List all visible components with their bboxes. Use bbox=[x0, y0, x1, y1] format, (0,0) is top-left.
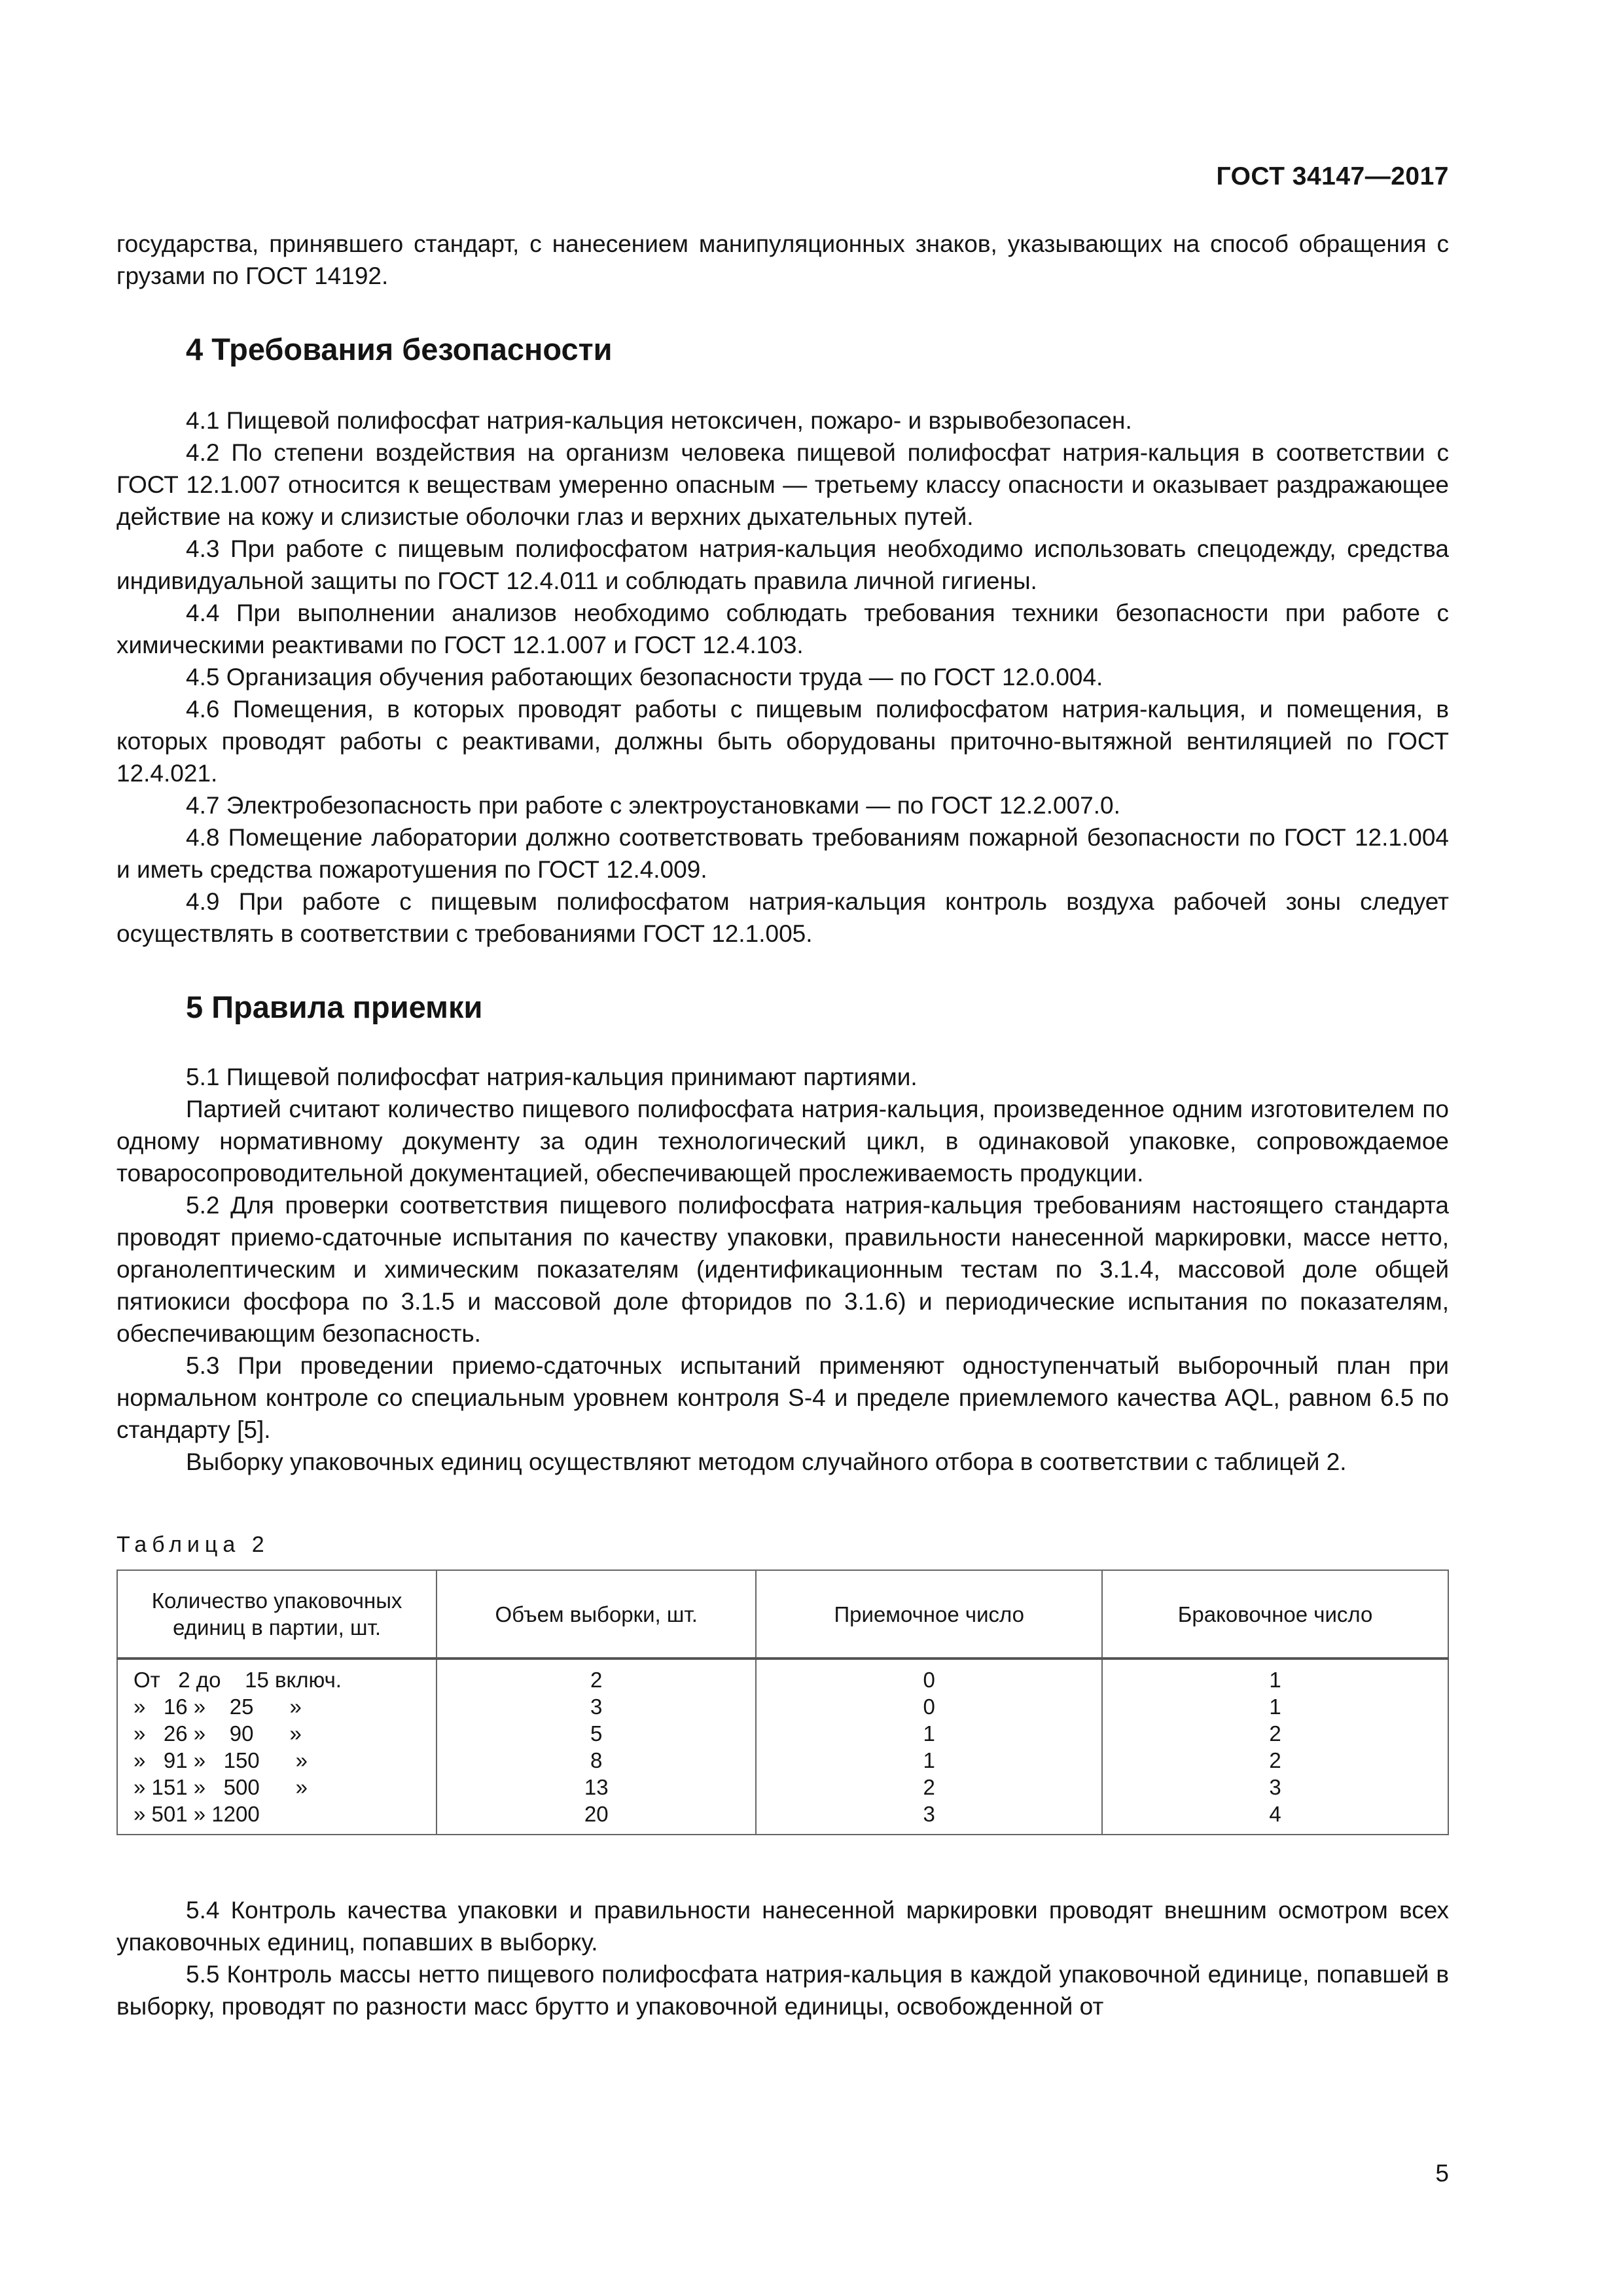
paragraph-5-4: 5.4 Контроль качества упаковки и правильности нанесенной маркировки проводят внешним осмотром всех упаковочных единиц, попавших в выборку. bbox=[116, 1897, 1449, 1956]
page-number: 5 bbox=[1435, 2160, 1449, 2187]
header-rejection-number: Браковочное число bbox=[1102, 1570, 1448, 1659]
table-row bbox=[117, 1747, 1448, 1774]
section-4-body bbox=[116, 404, 1449, 950]
paragraph-4-8: 4.8 Помещение лаборатории должно соответствовать требованиям пожарной безопасности по ГОСТ 12.1.004 и иметь средства пожаротушения по ГОСТ 12.4.009. bbox=[116, 824, 1449, 883]
paragraph-5-1: 5.1 Пищевой полифосфат натрия-кальция принимают партиями. bbox=[186, 1064, 918, 1090]
rejection-number-cell: 4 bbox=[1102, 1801, 1448, 1835]
header-sample-size: Объем выборки, шт. bbox=[437, 1570, 756, 1659]
rejection-number-cell: 1 bbox=[1102, 1659, 1448, 1693]
section-5-body bbox=[116, 1061, 1449, 1478]
page-content bbox=[116, 228, 1449, 2022]
paragraph-4-9: 4.9 При работе с пищевым полифосфатом натрия-кальция контроль воздуха рабочей зоны следует осуществлять в соответствии с требованиями ГОСТ 12.1.005. bbox=[116, 888, 1449, 947]
paragraph-4-4: 4.4 При выполнении анализов необходимо соблюдать требования техники безопасности при работе с химическими реактивами по ГОСТ 12.1.007 и ГОСТ 12.4.103. bbox=[116, 600, 1449, 658]
rejection-number-cell: 1 bbox=[1102, 1693, 1448, 1720]
table-2-caption: Таблица 2 bbox=[116, 1532, 270, 1557]
paragraph-5-5: 5.5 Контроль массы нетто пищевого полифосфата натрия-кальция в каждой упаковочной единице, попавшей в выборку, проводят по разности масс брутто и упаковочной единицы, освобожденной от bbox=[116, 1961, 1449, 2020]
sample-size-cell: 8 bbox=[437, 1747, 756, 1774]
paragraph-4-5: 4.5 Организация обучения работающих безопасности труда — по ГОСТ 12.0.004. bbox=[186, 664, 1103, 691]
rejection-number-cell: 2 bbox=[1102, 1720, 1448, 1747]
sample-size-cell: 5 bbox=[437, 1720, 756, 1747]
rejection-number-cell: 3 bbox=[1102, 1774, 1448, 1801]
paragraph-4-2: 4.2 По степени воздействия на организм человека пищевой полифосфат натрия-кальция в соответствии с ГОСТ 12.1.007 относится к веществам умеренно опасным — третьему классу опасности и оказывает раздражающее действие на кожу и слизистые оболочки глаз и верхних дыхательных путей. bbox=[116, 439, 1449, 530]
table-2 bbox=[116, 1570, 1449, 1835]
lot-size-cell: » 16 » 25 » bbox=[117, 1693, 437, 1720]
document-id-header: ГОСТ 34147—2017 bbox=[1216, 162, 1449, 190]
table-row bbox=[117, 1693, 1448, 1720]
paragraph-lot-definition: Партией считают количество пищевого полифосфата натрия-кальция, произведенное одним изготовителем по одному нормативному документу за один технологический цикл, в одинаковой упаковке, сопровождаемое товаросопроводительной документацией, обеспечивающей прослеживаемость продукции. bbox=[116, 1096, 1449, 1187]
section-5-heading: 5 Правила приемки bbox=[186, 990, 483, 1024]
header-lot-size: Количество упаковочных единиц в партии, шт. bbox=[117, 1570, 437, 1659]
table-header-row bbox=[117, 1570, 1448, 1659]
lot-size-cell: » 151 » 500 » bbox=[117, 1774, 437, 1801]
paragraph-4-7: 4.7 Электробезопасность при работе с электроустановками — по ГОСТ 12.2.007.0. bbox=[186, 792, 1120, 819]
lot-size-cell: » 26 » 90 » bbox=[117, 1720, 437, 1747]
paragraph-4-6: 4.6 Помещения, в которых проводят работы с пищевым полифосфатом натрия-кальция, и помещения, в которых проводят работы с реактивами, должны быть оборудованы приточно-вытяжной вентиляцией по ГОСТ 12.4.021. bbox=[116, 696, 1449, 787]
rejection-number-cell: 2 bbox=[1102, 1747, 1448, 1774]
sample-size-cell: 3 bbox=[437, 1693, 756, 1720]
sample-size-cell: 20 bbox=[437, 1801, 756, 1835]
sample-size-cell: 2 bbox=[437, 1659, 756, 1693]
paragraph-5-3: 5.3 При проведении приемо-сдаточных испытаний применяют одноступенчатый выборочный план при нормальном контроле со специальным уровнем контроля S-4 и пределе приемлемого качества AQL, равном 6.5 по стандарту [5]. bbox=[116, 1352, 1449, 1443]
table-row bbox=[117, 1801, 1448, 1835]
acceptance-number-cell: 3 bbox=[756, 1801, 1102, 1835]
paragraph-5-2: 5.2 Для проверки соответствия пищевого полифосфата натрия-кальция требованиям настоящего стандарта проводят приемо-сдаточные испытания по качеству упаковки, правильности нанесенной маркировки, массе нетто, органолептическим и химическим показателям (идентификационным тестам по 3.1.4, массовой доле общей пятиокиси фосфора по 3.1.5 и массовой доле фторидов по 3.1.6) и периодические испытания по показателям, обеспечивающим безопасность. bbox=[116, 1192, 1449, 1347]
paragraph-4-3: 4.3 При работе с пищевым полифосфатом натрия-кальция необходимо использовать спецодежду, средства индивидуальной защиты по ГОСТ 12.4.011 и соблюдать правила личной гигиены. bbox=[116, 535, 1449, 594]
acceptance-number-cell: 0 bbox=[756, 1659, 1102, 1693]
post-table-body bbox=[116, 1894, 1449, 2022]
sample-size-cell: 13 bbox=[437, 1774, 756, 1801]
paragraph-sampling: Выборку упаковочных единиц осуществляют методом случайного отбора в соответствии с таблицей 2. bbox=[186, 1448, 1347, 1475]
table-row bbox=[117, 1720, 1448, 1747]
acceptance-number-cell: 1 bbox=[756, 1720, 1102, 1747]
lot-size-cell: » 91 » 150 » bbox=[117, 1747, 437, 1774]
table-row bbox=[117, 1659, 1448, 1693]
lot-size-cell: » 501 » 1200 bbox=[117, 1801, 437, 1835]
header-acceptance-number: Приемочное число bbox=[756, 1570, 1102, 1659]
acceptance-number-cell: 0 bbox=[756, 1693, 1102, 1720]
lot-size-cell: От 2 до 15 включ. bbox=[117, 1659, 437, 1693]
acceptance-number-cell: 1 bbox=[756, 1747, 1102, 1774]
section-4-heading: 4 Требования безопасности bbox=[186, 332, 613, 367]
continuation-paragraph: государства, принявшего стандарт, с нанесением манипуляционных знаков, указывающих на способ обращения с грузами по ГОСТ 14192. bbox=[116, 230, 1449, 289]
paragraph-4-1: 4.1 Пищевой полифосфат натрия-кальция нетоксичен, пожаро- и взрывобезопасен. bbox=[186, 407, 1132, 434]
table-row bbox=[117, 1774, 1448, 1801]
acceptance-number-cell: 2 bbox=[756, 1774, 1102, 1801]
